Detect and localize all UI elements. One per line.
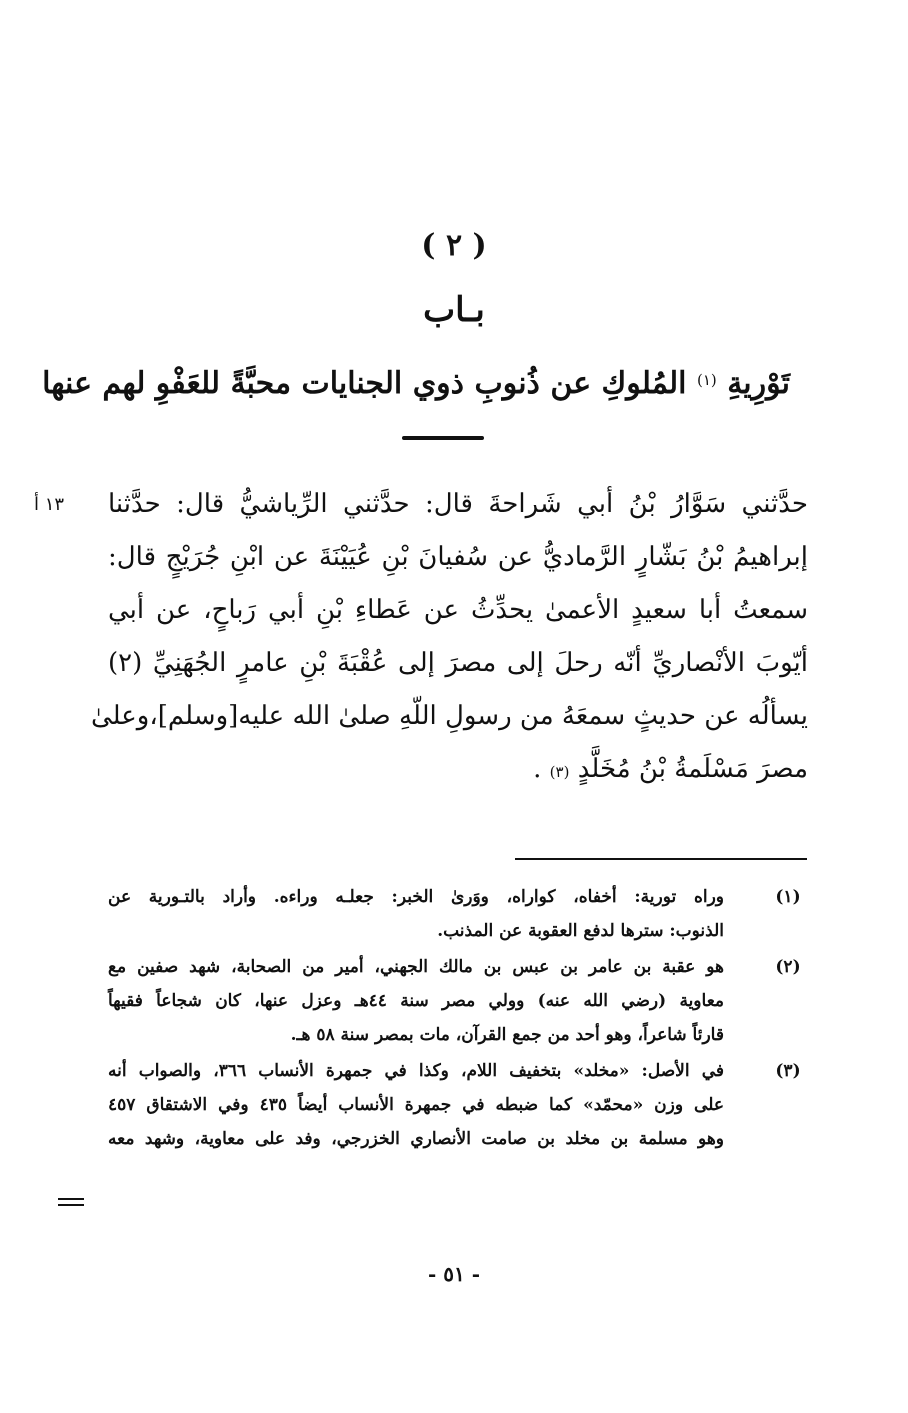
footnote-number: (٣): [775, 1061, 801, 1081]
chapter-title: [42, 366, 790, 401]
footnote-line: الذنوب: سترها لدفع العقوبة عن المذنب.: [437, 921, 724, 941]
section-label: بـاب: [423, 290, 485, 330]
text-line: إبراهيمُ بْنُ بَشّارٍ الرَّماديُّ عن سُفيانَ بْنِ عُيَيْنَةَ عن ابْنِ جُرَيْجٍ قال:: [108, 542, 808, 572]
text-line-end: .: [533, 754, 542, 784]
title-footnote-ref[interactable]: (١): [696, 371, 717, 389]
title-divider: [402, 436, 484, 440]
text-line: أيّوبَ الأنْصاريِّ أنّه رحلَ إلى مصرَ إلى عُقْبَةَ بْنِ عامرٍ الجُهَنِيِّ (٢): [108, 648, 808, 678]
footnote-line: وهو مسلمة بن مخلد بن صامت الأنصاري الخزرجي، وفد على معاوية، وشهد معه: [108, 1129, 724, 1149]
footnote-line: قارئاً شاعراً، وهو أحد من جمع القرآن، مات بمصر سنة ٥٨ هـ.: [290, 1025, 724, 1045]
text-line: سمعتُ أبا سعيدٍ الأعمىٰ يحدِّثُ عن عَطاءِ بْنِ أبي رَباحٍ، عن أبي: [108, 595, 808, 625]
chapter-title-start: تَوْرِيةِ: [727, 366, 790, 401]
text-line: يسألُه عن حديثٍ سمعَهُ من رسولِ اللّهِ صلىٰ الله عليه[وسلم]،وعلىٰ: [91, 701, 808, 731]
footnote-line: هو عقبة بن عامر بن عبس بن مالك الجهني، أمير من الصحابة، شهد صفين مع: [108, 957, 724, 977]
footnotes: [108, 880, 808, 1158]
footnote-line: في الأصل: «مخلد» بتخفيف اللام، وكذا في جمهرة الأنساب ٣٦٦، والصواب أنه: [108, 1061, 724, 1081]
main-text: [91, 478, 808, 799]
chapter-title-rest: المُلوكِ عن ذُنوبِ ذوي الجنايات محبَّةً للعَفْوِ لهم عنها: [42, 366, 687, 401]
footnote-1: [108, 880, 808, 948]
footnote-number: (٢): [775, 957, 801, 977]
manuscript-folio-ref: ١٣ أ: [34, 494, 65, 515]
footnote-line: وراه تورية: أخفاه، كواراه، ووَرىٰ الخبر: جعلـه وراءه. وأراد بالتـورية عن: [108, 887, 724, 907]
text-line: [108, 743, 808, 799]
continuation-mark-icon: [58, 1198, 84, 1210]
footnote-number: (١): [775, 887, 801, 907]
footnote-line: على وزن «محمّد» كما ضبطه في جمهرة الأنساب أيضاً ٤٣٥ وفي الاشتقاق ٤٥٧: [108, 1095, 724, 1115]
page-number: - ٥١ -: [427, 1262, 480, 1286]
text-line-final: مصرَ مَسْلَمةُ بْنُ مُخَلَّدٍ: [577, 754, 808, 784]
footnote-2: [108, 950, 808, 1052]
footnote-ref-3[interactable]: (٣): [549, 763, 570, 781]
footnote-separator: [515, 858, 807, 860]
footnote-line: معاوية (رضي الله عنه) وولي مصر سنة ٤٤هـ وعزل عنها، كان شجاعاً فقيهاً: [108, 991, 725, 1011]
text-line: حدَّثني سَوَّارُ بْنُ أبي شَراحةَ قال: حدَّثني الرِّياشيُّ قال: حدَّثنا: [108, 489, 808, 519]
chapter-number: ( ٢ ): [421, 228, 487, 263]
footnote-3: [108, 1054, 808, 1156]
